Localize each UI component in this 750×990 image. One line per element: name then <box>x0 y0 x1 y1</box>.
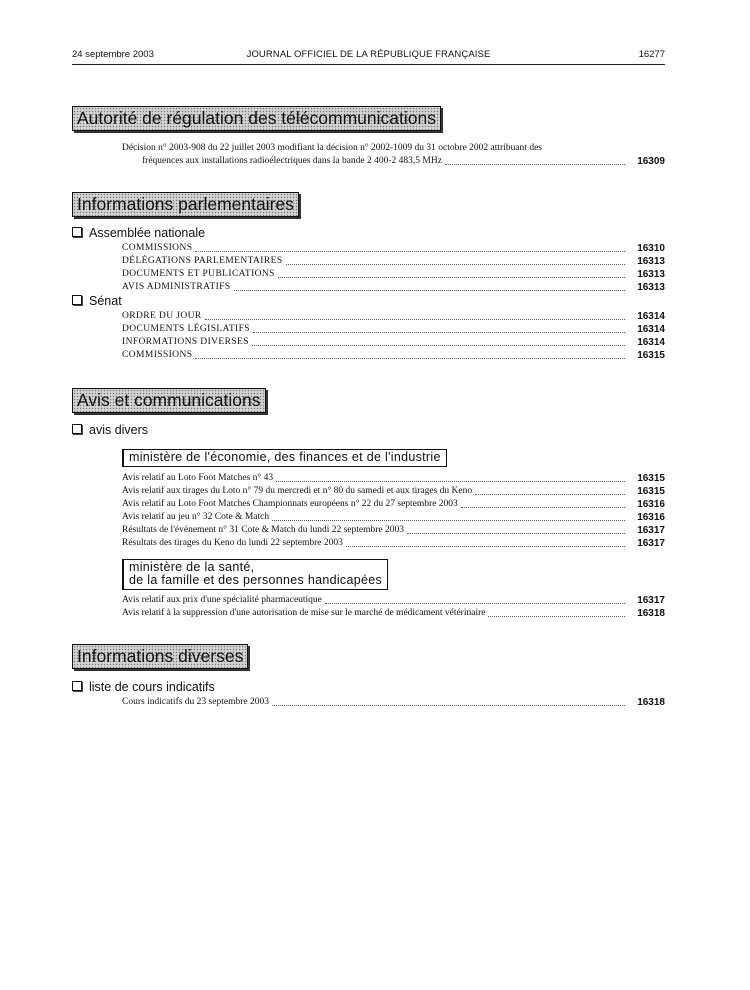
entry-text: Avis relatif aux tirages du Loto n° 79 du mercredi et n° 80 du samedi et aux tirages du Keno <box>122 486 473 496</box>
toc-entry[interactable] <box>122 607 665 620</box>
leader-dots <box>253 332 625 333</box>
entry-text: Avis relatif aux prix d'une spécialité pharmaceutique <box>122 595 322 605</box>
toc-entry[interactable] <box>122 485 665 498</box>
toc-entry[interactable] <box>122 524 665 537</box>
entry-text: Avis relatif à la suppression d'une autorisation de mise sur le marché de médicament vétérinaire <box>122 608 486 618</box>
leader-dots <box>272 705 625 706</box>
leader-dots <box>205 319 625 320</box>
toc-entry[interactable] <box>122 268 665 281</box>
entry-text: DOCUMENTS LÉGISLATIFS <box>122 324 250 334</box>
group-label: liste de cours indicatifs <box>89 680 215 694</box>
entry-text-line2: fréquences aux installations radioélectriques dans la bande 2 400-2 483,5 MHz <box>142 156 442 166</box>
entry-page: 16310 <box>637 243 665 254</box>
toc-entry[interactable] <box>122 336 665 349</box>
leader-dots <box>445 164 625 165</box>
entry-page: 16317 <box>637 595 665 606</box>
entry-text: AVIS ADMINISTRATIFS <box>122 282 231 292</box>
leader-dots <box>407 533 625 534</box>
toc-entry[interactable] <box>122 323 665 336</box>
toc-entry[interactable] <box>122 349 665 362</box>
leader-dots <box>488 616 625 617</box>
entry-text: ORDRE DU JOUR <box>122 311 202 321</box>
entry-page: 16315 <box>637 473 665 484</box>
entry-page: 16314 <box>637 337 665 348</box>
ministry-sante <box>122 559 388 590</box>
toc-entry[interactable] <box>122 537 665 550</box>
group-label: Sénat <box>89 294 122 308</box>
toc-entry[interactable] <box>122 281 665 294</box>
entry-text: DOCUMENTS ET PUBLICATIONS <box>122 269 275 279</box>
section-title-parlementaires: Informations parlementaires <box>72 192 299 217</box>
entry-text: Cours indicatifs du 23 septembre 2003 <box>122 697 269 707</box>
checkbox-bullet-icon <box>72 295 82 305</box>
group-label: Assemblée nationale <box>89 226 206 240</box>
toc-entry[interactable] <box>122 242 665 255</box>
entry-text: Avis relatif au Loto Foot Matches n° 43 <box>122 473 274 483</box>
group-avis-divers <box>72 423 148 437</box>
toc-entry[interactable] <box>122 696 665 709</box>
toc-entry[interactable] <box>122 594 665 607</box>
leader-dots <box>325 603 625 604</box>
entry-text: INFORMATIONS DIVERSES <box>122 337 249 347</box>
header-page-number: 16277 <box>638 49 665 60</box>
entry-page: 16314 <box>637 324 665 335</box>
toc-entry[interactable] <box>122 142 665 168</box>
entry-text: Avis relatif au jeu n° 32 Cote & Match <box>122 512 270 522</box>
leader-dots <box>252 345 625 346</box>
entry-page: 16316 <box>637 512 665 523</box>
header-title: JOURNAL OFFICIEL DE LA RÉPUBLIQUE FRANÇAISE <box>246 49 491 60</box>
leader-dots <box>475 494 625 495</box>
entry-text: DÉLÉGATIONS PARLEMENTAIRES <box>122 256 283 266</box>
entry-page: 16317 <box>637 525 665 536</box>
group-senat <box>72 294 122 308</box>
leader-dots <box>234 290 625 291</box>
checkbox-bullet-icon <box>72 424 82 434</box>
entry-page: 16317 <box>637 538 665 549</box>
entry-text: COMMISSIONS <box>122 243 193 253</box>
group-liste-cours <box>72 680 215 694</box>
leader-dots <box>346 546 625 547</box>
entry-text: COMMISSIONS <box>122 350 193 360</box>
entry-page: 16315 <box>637 350 665 361</box>
toc-entry[interactable] <box>122 472 665 485</box>
leader-dots <box>195 358 625 359</box>
section-title-avis: Avis et communications <box>72 388 266 413</box>
section-title-arcep: Autorité de régulation des télécommunications <box>72 106 441 131</box>
header-date: 24 septembre 2003 <box>72 49 154 60</box>
entry-page: 16316 <box>637 499 665 510</box>
leader-dots <box>286 264 626 265</box>
group-assemblee <box>72 226 205 240</box>
entry-text: Résultats des tirages du Keno du lundi 22 septembre 2003 <box>122 538 343 548</box>
toc-entry[interactable] <box>122 498 665 511</box>
entry-page: 16314 <box>637 311 665 322</box>
entry-page: 16313 <box>637 269 665 280</box>
leader-dots <box>195 251 625 252</box>
entry-page: 16318 <box>637 697 665 708</box>
entry-page: 16318 <box>637 608 665 619</box>
section-title-informations-diverses: Informations diverses <box>72 644 248 669</box>
group-label: avis divers <box>89 423 149 437</box>
leader-dots <box>461 507 625 508</box>
toc-entry[interactable] <box>122 310 665 323</box>
entry-page: 16315 <box>637 486 665 497</box>
entry-page: 16309 <box>637 156 665 167</box>
toc-entry[interactable] <box>122 511 665 524</box>
ministry-economie: ministère de l'économie, des finances et de l'industrie <box>122 449 447 467</box>
checkbox-bullet-icon <box>72 227 82 237</box>
leader-dots <box>272 520 625 521</box>
entry-page: 16313 <box>637 282 665 293</box>
entry-text-line1: Décision n° 2003-908 du 22 juillet 2003 modifiant la décision n° 2002-1009 du 31 octobre 2002 attribuant des <box>122 143 542 153</box>
entry-text: Avis relatif au Loto Foot Matches Championnats européens n° 22 du 27 septembre 2003 <box>122 499 458 509</box>
entry-text: Résultats de l'événement n° 31 Cote & Match du lundi 22 septembre 2003 <box>122 525 405 535</box>
leader-dots <box>278 277 625 278</box>
ministry-name-line2: de la famille et des personnes handicapées <box>129 573 383 587</box>
entry-page: 16313 <box>637 256 665 267</box>
ministry-name-line1: ministère de la santé, <box>129 560 255 574</box>
toc-entry[interactable] <box>122 255 665 268</box>
checkbox-bullet-icon <box>72 681 82 691</box>
page-header <box>72 44 665 65</box>
leader-dots <box>276 481 625 482</box>
